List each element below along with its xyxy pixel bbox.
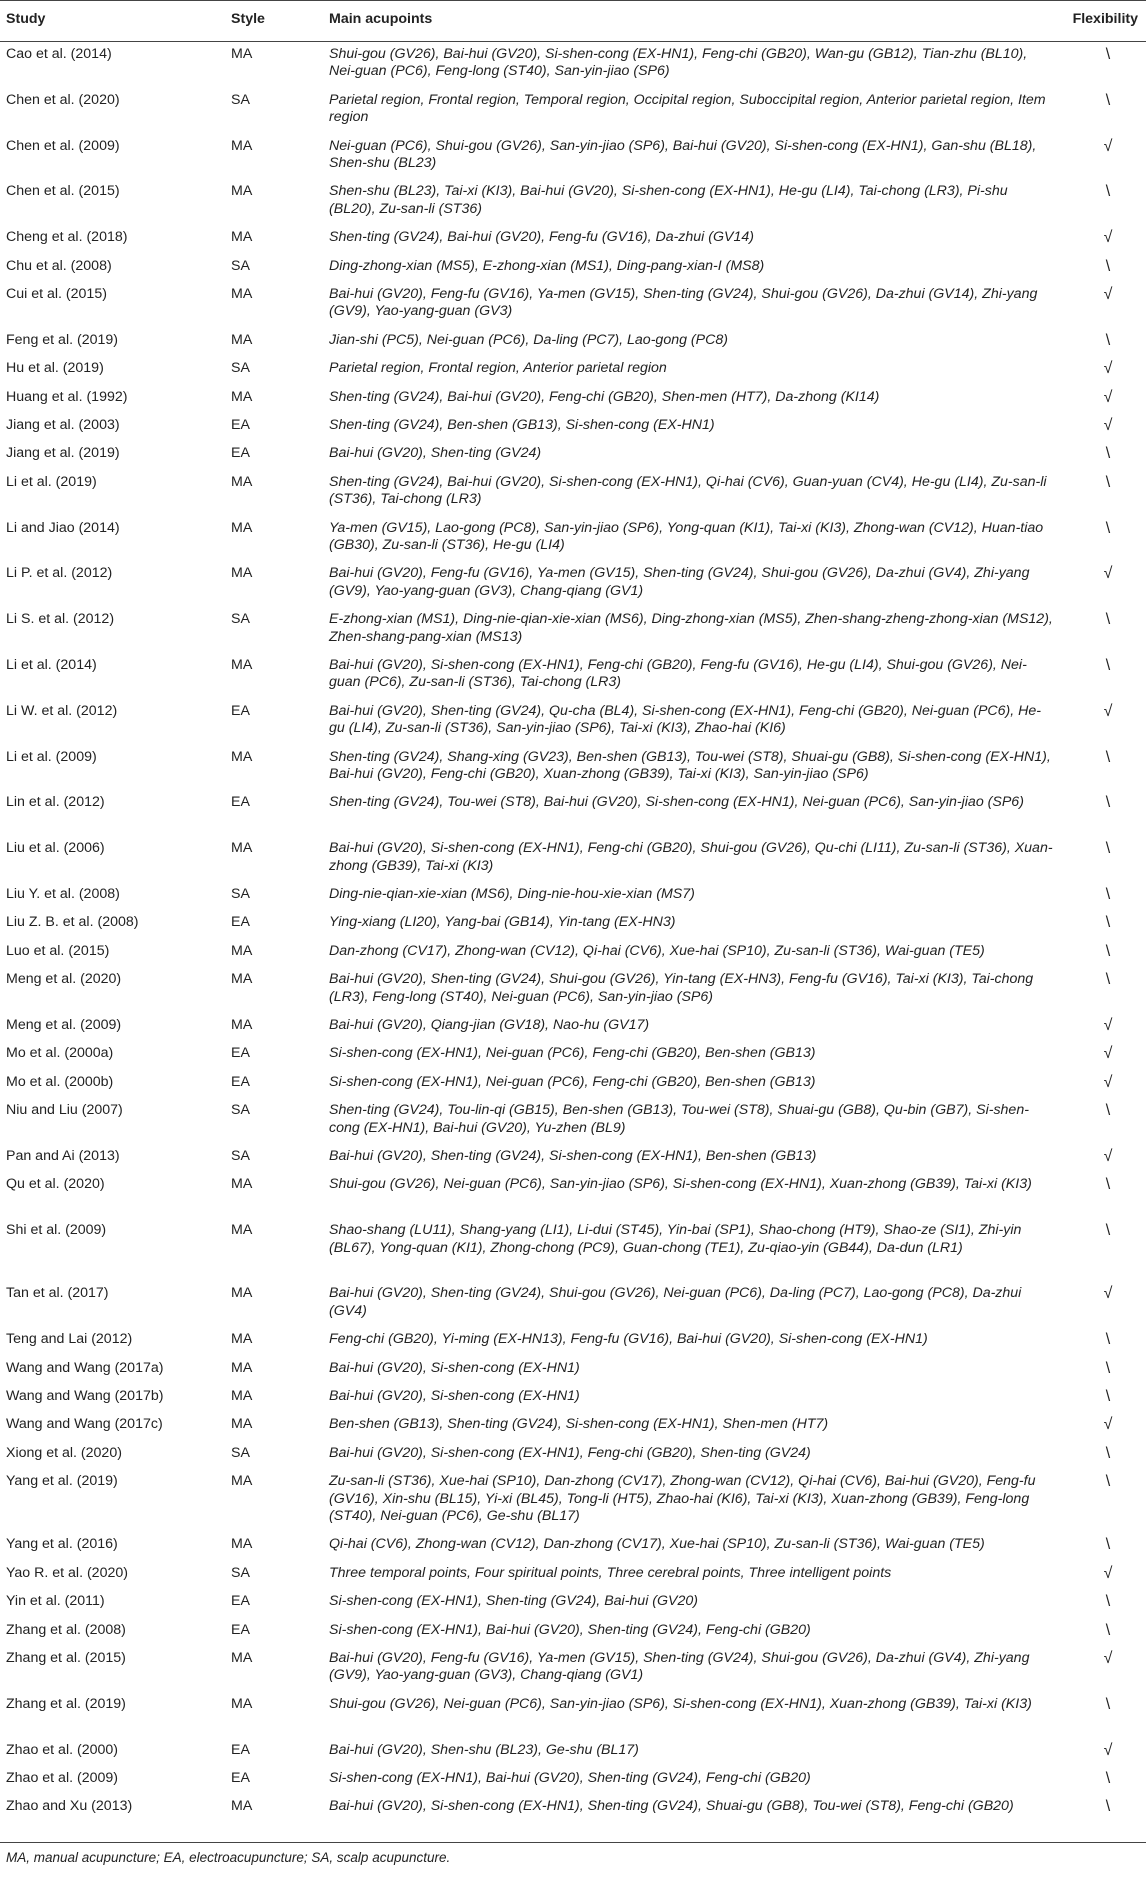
cell-style: EA	[231, 1073, 250, 1090]
cell-flexibility: \	[1105, 886, 1111, 903]
cell-acupoints: Parietal region, Frontal region, Temporal region, Occipital region, Suboccipital region, Anterior parietal region, Item region	[329, 91, 1046, 126]
cell-flexibility: √	[1103, 1148, 1113, 1165]
cell-study: Liu Z. B. et al. (2008)	[6, 914, 139, 931]
table-bottom-rule	[0, 1842, 1146, 1843]
cell-style: SA	[231, 1148, 250, 1164]
cell-style: EA	[231, 1045, 250, 1062]
cell-acupoints: Shui-gou (GV26), Nei-guan (PC6), San-yin-jiao (SP6), Si-shen-cong (EX-HN1), Xuan-zhong (GB39), Tai-xi (KI3)	[329, 1695, 1032, 1712]
cell-study: Zhao et al. (2009)	[6, 1770, 118, 1786]
table-row	[0, 1561, 1146, 1589]
cell-study: Liu et al. (2006)	[6, 840, 105, 857]
cell-style: MA	[231, 1222, 253, 1239]
cell-flexibility: \	[1105, 183, 1111, 201]
cell-acupoints: Ding-zhong-xian (MS5), E-zhong-xian (MS1), Ding-pang-xian-I (MS8)	[329, 257, 765, 274]
cell-acupoints: Shui-gou (GV26), Bai-hui (GV20), Si-shen-cong (EX-HN1), Feng-chi (GB20), Wan-gu (GB12), Tian-zhu (BL10), Nei-guan (PC6), Feng-long (ST40), San-yin-jiao (SP6)	[329, 46, 1028, 80]
header-style: Style	[231, 11, 265, 27]
cell-flexibility: √	[1103, 1741, 1113, 1759]
cell-flexibility: \	[1105, 657, 1111, 674]
cell-acupoints: Shen-ting (GV24), Bai-hui (GV20), Feng-fu (GV16), Da-zhui (GV14)	[329, 229, 755, 246]
cell-style: MA	[231, 519, 253, 536]
cell-study: Li W. et al. (2012)	[6, 702, 118, 719]
cell-acupoints: Si-shen-cong (EX-HN1), Bai-hui (GV20), Shen-ting (GV24), Feng-chi (GB20)	[329, 1621, 811, 1638]
cell-style: MA	[231, 971, 253, 988]
cell-acupoints: Bai-hui (GV20), Feng-fu (GV16), Ya-men (GV15), Shen-ting (GV24), Shui-gou (GV26), Da-zhui (GV14), Zhi-yang (GV9), Yao-yang-guan (GV3)	[329, 286, 1038, 320]
table-row	[0, 836, 1146, 882]
cell-flexibility: √	[1103, 702, 1113, 720]
header-study: Study	[6, 11, 46, 27]
table-row	[0, 939, 1146, 967]
cell-style: MA	[231, 1285, 253, 1302]
cell-style: MA	[231, 229, 253, 246]
table-row	[0, 254, 1146, 282]
cell-study: Li and Jiao (2014)	[6, 519, 120, 536]
table-row	[0, 470, 1146, 516]
cell-study: Chen et al. (2009)	[6, 137, 120, 154]
cell-flexibility: \	[1105, 1102, 1111, 1120]
cell-study: Yang et al. (2016)	[6, 1536, 118, 1553]
table-row	[0, 328, 1146, 356]
cell-study: Cui et al. (2015)	[6, 286, 107, 302]
table-row	[0, 1218, 1146, 1281]
table-row	[0, 385, 1146, 413]
cell-acupoints: E-zhong-xian (MS1), Ding-nie-qian-xie-xian (MS6), Ding-zhong-xian (MS5), Zhen-shang-zheng-zhong-xian (MS12), Zhen-shang-pang-xian (MS13)	[329, 611, 1053, 645]
cell-study: Jiang et al. (2019)	[6, 445, 120, 462]
cell-study: Shi et al. (2009)	[6, 1222, 107, 1239]
cell-acupoints: Zu-san-li (ST36), Xue-hai (SP10), Dan-zhong (CV17), Zhong-wan (CV12), Qi-hai (CV6), Bai-hui (GV20), Feng-fu (GV16), Xin-shu (BL15), Yi-xi (BL45), Tong-li (HT5), Zhao-hai (KI6), Tai-xi (KI3), Xuan-zhong (GB39), Feng-long (ST40), Nei-guan (PC6), Ge-shu (BL17)	[329, 1473, 1036, 1524]
cell-style: SA	[231, 611, 250, 628]
cell-flexibility: √	[1103, 417, 1113, 434]
cell-style: EA	[231, 1770, 250, 1786]
cell-acupoints: Bai-hui (GV20), Feng-fu (GV16), Ya-men (GV15), Shen-ting (GV24), Shui-gou (GV26), Da-zhui (GV4), Zhi-yang (GV9), Yao-yang-guan (GV3), Chang-qiang (GV1)	[329, 1650, 1030, 1684]
cell-style: MA	[231, 183, 253, 200]
cell-style: SA	[231, 360, 250, 377]
cell-flexibility: \	[1105, 1593, 1111, 1611]
cell-flexibility: √	[1103, 388, 1113, 406]
cell-flexibility: √	[1103, 286, 1113, 303]
cell-flexibility: √	[1103, 137, 1113, 155]
cell-style: SA	[231, 1564, 250, 1581]
cell-study: Li et al. (2019)	[6, 473, 97, 490]
cell-acupoints: Bai-hui (GV20), Shen-ting (GV24), Si-shen-cong (EX-HN1), Ben-shen (GB13)	[329, 1148, 817, 1164]
table-row	[0, 42, 1146, 88]
header-acupoints: Main acupoints	[329, 11, 433, 27]
cell-flexibility: \	[1105, 331, 1111, 349]
table-row	[0, 1041, 1146, 1069]
cell-study: Liu Y. et al. (2008)	[6, 886, 120, 902]
cell-style: SA	[231, 91, 250, 108]
cell-study: Niu and Liu (2007)	[6, 1102, 123, 1119]
table-row	[0, 413, 1146, 441]
cell-acupoints: Bai-hui (GV20), Shen-shu (BL23), Ge-shu (BL17)	[329, 1741, 639, 1758]
cell-flexibility: \	[1105, 519, 1111, 537]
cell-study: Hu et al. (2019)	[6, 360, 104, 377]
table-row	[0, 967, 1146, 1013]
cell-style: MA	[231, 748, 253, 765]
cell-style: EA	[231, 417, 250, 433]
cell-style: MA	[231, 1695, 253, 1712]
cell-study: Mo et al. (2000a)	[6, 1045, 114, 1062]
cell-acupoints: Si-shen-cong (EX-HN1), Shen-ting (GV24), Bai-hui (GV20)	[329, 1593, 699, 1610]
cell-study: Feng et al. (2019)	[6, 331, 118, 348]
cell-flexibility: \	[1105, 840, 1111, 858]
table-row	[0, 699, 1146, 745]
cell-study: Li et al. (2014)	[6, 657, 97, 673]
table-row	[0, 1327, 1146, 1355]
cell-acupoints: Ding-nie-qian-xie-xian (MS6), Ding-nie-hou-xie-xian (MS7)	[329, 886, 695, 902]
cell-study: Xiong et al. (2020)	[6, 1444, 122, 1461]
cell-style: SA	[231, 886, 250, 902]
cell-study: Li et al. (2009)	[6, 748, 97, 765]
cell-study: Li S. et al. (2012)	[6, 611, 115, 628]
cell-flexibility: \	[1105, 1176, 1111, 1194]
cell-flexibility: \	[1105, 971, 1111, 989]
table-row	[0, 282, 1146, 328]
table-row	[0, 910, 1146, 938]
cell-acupoints: Shen-ting (GV24), Tou-lin-qi (GB15), Ben-shen (GB13), Tou-wei (ST8), Shuai-gu (GB8), Qu-bin (GB7), Si-shen-cong (EX-HN1), Bai-hui (GV20), Yu-zhen (BL9)	[329, 1102, 1029, 1136]
cell-acupoints: Bai-hui (GV20), Shen-ting (GV24), Qu-cha (BL4), Si-shen-cong (EX-HN1), Feng-chi (GB20), Nei-guan (PC6), He-gu (LI4), Zu-san-li (ST36), San-yin-jiao (SP6), Tai-xi (KI3), Zhao-hai (KI6)	[329, 702, 1042, 737]
cell-acupoints: Bai-hui (GV20), Qiang-jian (GV18), Nao-hu (GV17)	[329, 1017, 650, 1033]
table-row	[0, 1144, 1146, 1172]
table-row	[0, 1013, 1146, 1041]
table-row	[0, 790, 1146, 836]
cell-style: EA	[231, 914, 250, 931]
cell-acupoints: Bai-hui (GV20), Si-shen-cong (EX-HN1)	[329, 1388, 580, 1404]
cell-study: Chu et al. (2008)	[6, 257, 112, 274]
cell-acupoints: Jian-shi (PC5), Nei-guan (PC6), Da-ling (PC7), Lao-gong (PC8)	[329, 331, 728, 348]
cell-style: EA	[231, 1593, 250, 1610]
table-row	[0, 179, 1146, 225]
cell-acupoints: Bai-hui (GV20), Si-shen-cong (EX-HN1), Feng-chi (GB20), Feng-fu (GV16), He-gu (LI4), Shui-gou (GV26), Nei-guan (PC6), Zu-san-li (ST36), Tai-chong (LR3)	[329, 657, 1027, 691]
cell-style: EA	[231, 794, 250, 811]
cell-flexibility: √	[1103, 1017, 1113, 1034]
table-row	[0, 1692, 1146, 1738]
cell-study: Zhang et al. (2019)	[6, 1695, 126, 1712]
cell-flexibility: √	[1103, 1564, 1113, 1582]
cell-study: Chen et al. (2020)	[6, 91, 120, 108]
cell-acupoints: Shui-gou (GV26), Nei-guan (PC6), San-yin-jiao (SP6), Si-shen-cong (EX-HN1), Xuan-zhong (GB39), Tai-xi (KI3)	[329, 1176, 1032, 1193]
cell-study: Cao et al. (2014)	[6, 46, 112, 62]
table-row	[0, 1412, 1146, 1440]
cell-study: Yang et al. (2019)	[6, 1473, 118, 1490]
cell-style: MA	[231, 46, 253, 62]
table-row	[0, 561, 1146, 607]
cell-flexibility: \	[1105, 611, 1111, 629]
cell-acupoints: Bai-hui (GV20), Si-shen-cong (EX-HN1), Feng-chi (GB20), Shen-ting (GV24)	[329, 1444, 811, 1461]
cell-flexibility: \	[1105, 1770, 1111, 1787]
cell-style: SA	[231, 1444, 250, 1461]
cell-study: Tan et al. (2017)	[6, 1285, 109, 1302]
cell-study: Cheng et al. (2018)	[6, 229, 128, 246]
cell-flexibility: √	[1103, 229, 1113, 247]
cell-study: Wang and Wang (2017b)	[6, 1388, 164, 1404]
cell-acupoints: Ying-xiang (LI20), Yang-bai (GB14), Yin-tang (EX-HN3)	[329, 914, 676, 931]
cell-style: SA	[231, 1102, 250, 1119]
cell-flexibility: \	[1105, 1536, 1111, 1554]
table-row	[0, 1766, 1146, 1794]
cell-acupoints: Shen-ting (GV24), Ben-shen (GB13), Si-shen-cong (EX-HN1)	[329, 417, 715, 433]
cell-flexibility: \	[1105, 748, 1111, 766]
table-row	[0, 1356, 1146, 1384]
cell-style: MA	[231, 331, 253, 348]
cell-study: Jiang et al. (2003)	[6, 417, 120, 433]
cell-style: EA	[231, 1741, 250, 1758]
header-flexibility: Flexibility	[1072, 11, 1138, 27]
cell-flexibility: \	[1105, 1222, 1111, 1240]
cell-flexibility: \	[1105, 1473, 1111, 1491]
cell-style: MA	[231, 1388, 253, 1404]
cell-style: MA	[231, 286, 253, 302]
table-row	[0, 1532, 1146, 1560]
cell-study: Huang et al. (1992)	[6, 388, 128, 405]
cell-acupoints: Si-shen-cong (EX-HN1), Nei-guan (PC6), Feng-chi (GB20), Ben-shen (GB13)	[329, 1073, 816, 1090]
cell-study: Zhao et al. (2000)	[6, 1741, 118, 1758]
cell-study: Meng et al. (2020)	[6, 971, 122, 988]
cell-style: MA	[231, 657, 253, 673]
cell-acupoints: Shen-shu (BL23), Tai-xi (KI3), Bai-hui (GV20), Si-shen-cong (EX-HN1), He-gu (LI4), Tai-chong (LR3), Pi-shu (BL20), Zu-san-li (ST36)	[329, 183, 1008, 217]
table-row	[0, 607, 1146, 653]
cell-style: MA	[231, 1331, 253, 1348]
cell-acupoints: Shen-ting (GV24), Bai-hui (GV20), Feng-chi (GB20), Shen-men (HT7), Da-zhong (KI14)	[329, 388, 880, 405]
table-row	[0, 653, 1146, 699]
cell-style: MA	[231, 473, 253, 490]
cell-acupoints: Bai-hui (GV20), Si-shen-cong (EX-HN1), Feng-chi (GB20), Shui-gou (GV26), Qu-chi (LI11), Zu-san-li (ST36), Xuan-zhong (GB39), Tai-xi (KI3)	[329, 840, 1053, 874]
table-row	[0, 1384, 1146, 1412]
cell-flexibility: \	[1105, 46, 1111, 63]
cell-acupoints: Si-shen-cong (EX-HN1), Nei-guan (PC6), Feng-chi (GB20), Ben-shen (GB13)	[329, 1045, 816, 1062]
cell-study: Yao R. et al. (2020)	[6, 1564, 128, 1581]
cell-style: SA	[231, 257, 250, 274]
cell-study: Li P. et al. (2012)	[6, 565, 113, 582]
cell-acupoints: Nei-guan (PC6), Shui-gou (GV26), San-yin-jiao (SP6), Bai-hui (GV20), Si-shen-cong (EX-HN1), Gan-shu (BL18), Shen-shu (BL23)	[329, 137, 1037, 171]
cell-study: Meng et al. (2009)	[6, 1017, 122, 1033]
cell-flexibility: √	[1103, 1045, 1113, 1063]
table-row	[0, 1172, 1146, 1218]
table-row	[0, 356, 1146, 384]
cell-flexibility: \	[1105, 1388, 1111, 1405]
cell-acupoints: Parietal region, Frontal region, Anterior parietal region	[329, 360, 667, 377]
table-row	[0, 1469, 1146, 1532]
cell-flexibility: \	[1105, 1331, 1111, 1349]
cell-style: MA	[231, 1536, 253, 1553]
table-row	[0, 745, 1146, 791]
cell-style: MA	[231, 1017, 253, 1033]
cell-acupoints: Three temporal points, Four spiritual points, Three cerebral points, Three intelligent points	[329, 1564, 892, 1581]
cell-flexibility: √	[1103, 1416, 1113, 1434]
cell-acupoints: Shen-ting (GV24), Bai-hui (GV20), Si-shen-cong (EX-HN1), Qi-hai (CV6), Guan-yuan (CV4), He-gu (LI4), Zu-san-li (ST36), Tai-chong (LR3)	[329, 473, 1047, 508]
cell-flexibility: \	[1105, 257, 1111, 275]
cell-acupoints: Bai-hui (GV20), Shen-ting (GV24), Shui-gou (GV26), Yin-tang (EX-HN3), Feng-fu (GV16), Tai-xi (KI3), Tai-chong (LR3), Feng-long (ST40), Nei-guan (PC6), San-yin-jiao (SP6)	[329, 971, 1034, 1005]
cell-flexibility: √	[1103, 1285, 1113, 1303]
cell-acupoints: Bai-hui (GV20), Shen-ting (GV24), Shui-gou (GV26), Nei-guan (PC6), Da-ling (PC7), Lao-gong (PC8), Da-zhui (GV4)	[329, 1285, 1022, 1319]
cell-flexibility: \	[1105, 1695, 1111, 1713]
cell-flexibility: \	[1105, 445, 1111, 463]
cell-style: MA	[231, 137, 253, 154]
table-row	[0, 1589, 1146, 1617]
cell-study: Qu et al. (2020)	[6, 1176, 105, 1193]
table-row	[0, 1794, 1146, 1840]
cell-acupoints: Bai-hui (GV20), Si-shen-cong (EX-HN1)	[329, 1359, 580, 1376]
cell-style: MA	[231, 388, 253, 405]
cell-study: Yin et al. (2011)	[6, 1593, 105, 1610]
cell-acupoints: Bai-hui (GV20), Feng-fu (GV16), Ya-men (GV15), Shen-ting (GV24), Shui-gou (GV26), Da-zhui (GV4), Zhi-yang (GV9), Yao-yang-guan (GV3), Chang-qiang (GV1)	[329, 565, 1030, 599]
cell-acupoints: Si-shen-cong (EX-HN1), Bai-hui (GV20), Shen-ting (GV24), Feng-chi (GB20)	[329, 1770, 811, 1786]
cell-study: Zhang et al. (2015)	[6, 1650, 126, 1666]
table-row	[0, 1738, 1146, 1766]
cell-acupoints: Shao-shang (LU11), Shang-yang (LI1), Li-dui (ST45), Yin-bai (SP1), Shao-chong (HT9), Shao-ze (SI1), Zhi-yin (BL67), Yong-quan (KI1), Zhong-chong (PC9), Guan-chong (TE1), Zu-qiao-yin (GB44), Da-dun (LR1)	[329, 1222, 1022, 1256]
table-row	[0, 1441, 1146, 1469]
cell-style: MA	[231, 1176, 253, 1193]
table-row	[0, 1098, 1146, 1144]
table-row	[0, 134, 1146, 180]
cell-style: MA	[231, 1416, 253, 1433]
cell-acupoints: Ben-shen (GB13), Shen-ting (GV24), Si-shen-cong (EX-HN1), Shen-men (HT7)	[329, 1416, 829, 1433]
table-header	[0, 0, 1146, 42]
cell-flexibility: √	[1103, 1073, 1113, 1091]
cell-style: MA	[231, 1650, 253, 1666]
cell-acupoints: Bai-hui (GV20), Si-shen-cong (EX-HN1), Shen-ting (GV24), Shuai-gu (GB8), Tou-wei (ST8), Feng-chi (GB20)	[329, 1798, 1014, 1815]
cell-study: Teng and Lai (2012)	[6, 1331, 133, 1348]
cell-style: EA	[231, 445, 250, 462]
cell-acupoints: Qi-hai (CV6), Zhong-wan (CV12), Dan-zhong (CV17), Xue-hai (SP10), Zu-san-li (ST36), Wai-guan (TE5)	[329, 1536, 985, 1553]
cell-flexibility: \	[1105, 942, 1111, 960]
table-row	[0, 88, 1146, 134]
cell-study: Wang and Wang (2017a)	[6, 1359, 164, 1376]
cell-style: MA	[231, 942, 253, 959]
cell-acupoints: Feng-chi (GB20), Yi-ming (EX-HN13), Feng-fu (GV16), Bai-hui (GV20), Si-shen-cong (EX-HN1)	[329, 1331, 928, 1348]
table-footnote: MA, manual acupuncture; EA, electroacupuncture; SA, scalp acupuncture.	[6, 1850, 451, 1866]
cell-flexibility: √	[1103, 1650, 1113, 1667]
cell-study: Chen et al. (2015)	[6, 183, 120, 200]
cell-style: MA	[231, 1473, 253, 1490]
table-row	[0, 1646, 1146, 1692]
cell-study: Zhao and Xu (2013)	[6, 1798, 133, 1815]
cell-study: Mo et al. (2000b)	[6, 1073, 114, 1090]
cell-flexibility: \	[1105, 473, 1111, 491]
cell-acupoints: Shen-ting (GV24), Shang-xing (GV23), Ben-shen (GB13), Tou-wei (ST8), Shuai-gu (GB8), Si-shen-cong (EX-HN1), Bai-hui (GV20), Feng-chi (GB20), Xuan-zhong (GB39), Tai-xi (KI3), San-yin-jiao (SP6)	[329, 748, 1051, 782]
cell-flexibility: \	[1105, 1444, 1111, 1462]
table-row	[0, 1281, 1146, 1327]
cell-style: MA	[231, 1359, 253, 1376]
cell-flexibility: \	[1105, 1359, 1111, 1377]
cell-flexibility: \	[1105, 1798, 1111, 1816]
cell-study: Lin et al. (2012)	[6, 794, 105, 811]
cell-flexibility: √	[1103, 565, 1113, 583]
cell-style: EA	[231, 1621, 250, 1638]
cell-acupoints: Ya-men (GV15), Lao-gong (PC8), San-yin-jiao (SP6), Yong-quan (KI1), Tai-xi (KI3), Zhong-wan (CV12), Huan-tiao (GB30), Zu-san-li (ST36), He-gu (LI4)	[329, 519, 1044, 553]
table-row	[0, 516, 1146, 562]
cell-study: Zhang et al. (2008)	[6, 1621, 126, 1638]
cell-flexibility: \	[1105, 1621, 1111, 1639]
cell-study: Wang and Wang (2017c)	[6, 1416, 163, 1433]
cell-flexibility: √	[1103, 360, 1113, 378]
cell-acupoints: Bai-hui (GV20), Shen-ting (GV24)	[329, 445, 542, 462]
table-row	[0, 441, 1146, 469]
table-row	[0, 882, 1146, 910]
cell-style: MA	[231, 840, 253, 857]
cell-flexibility: \	[1105, 914, 1111, 932]
cell-style: MA	[231, 1798, 253, 1815]
cell-style: EA	[231, 702, 250, 719]
table-row	[0, 1618, 1146, 1646]
cell-flexibility: \	[1105, 794, 1111, 812]
cell-flexibility: \	[1105, 91, 1111, 109]
cell-study: Pan and Ai (2013)	[6, 1148, 120, 1164]
cell-acupoints: Shen-ting (GV24), Tou-wei (ST8), Bai-hui (GV20), Si-shen-cong (EX-HN1), Nei-guan (PC6), San-yin-jiao (SP6)	[329, 794, 1024, 811]
cell-study: Luo et al. (2015)	[6, 942, 110, 959]
cell-acupoints: Dan-zhong (CV17), Zhong-wan (CV12), Qi-hai (CV6), Xue-hai (SP10), Zu-san-li (ST36), Wai-guan (TE5)	[329, 942, 985, 959]
table-row	[0, 225, 1146, 253]
table-row	[0, 1070, 1146, 1098]
cell-style: MA	[231, 565, 253, 582]
